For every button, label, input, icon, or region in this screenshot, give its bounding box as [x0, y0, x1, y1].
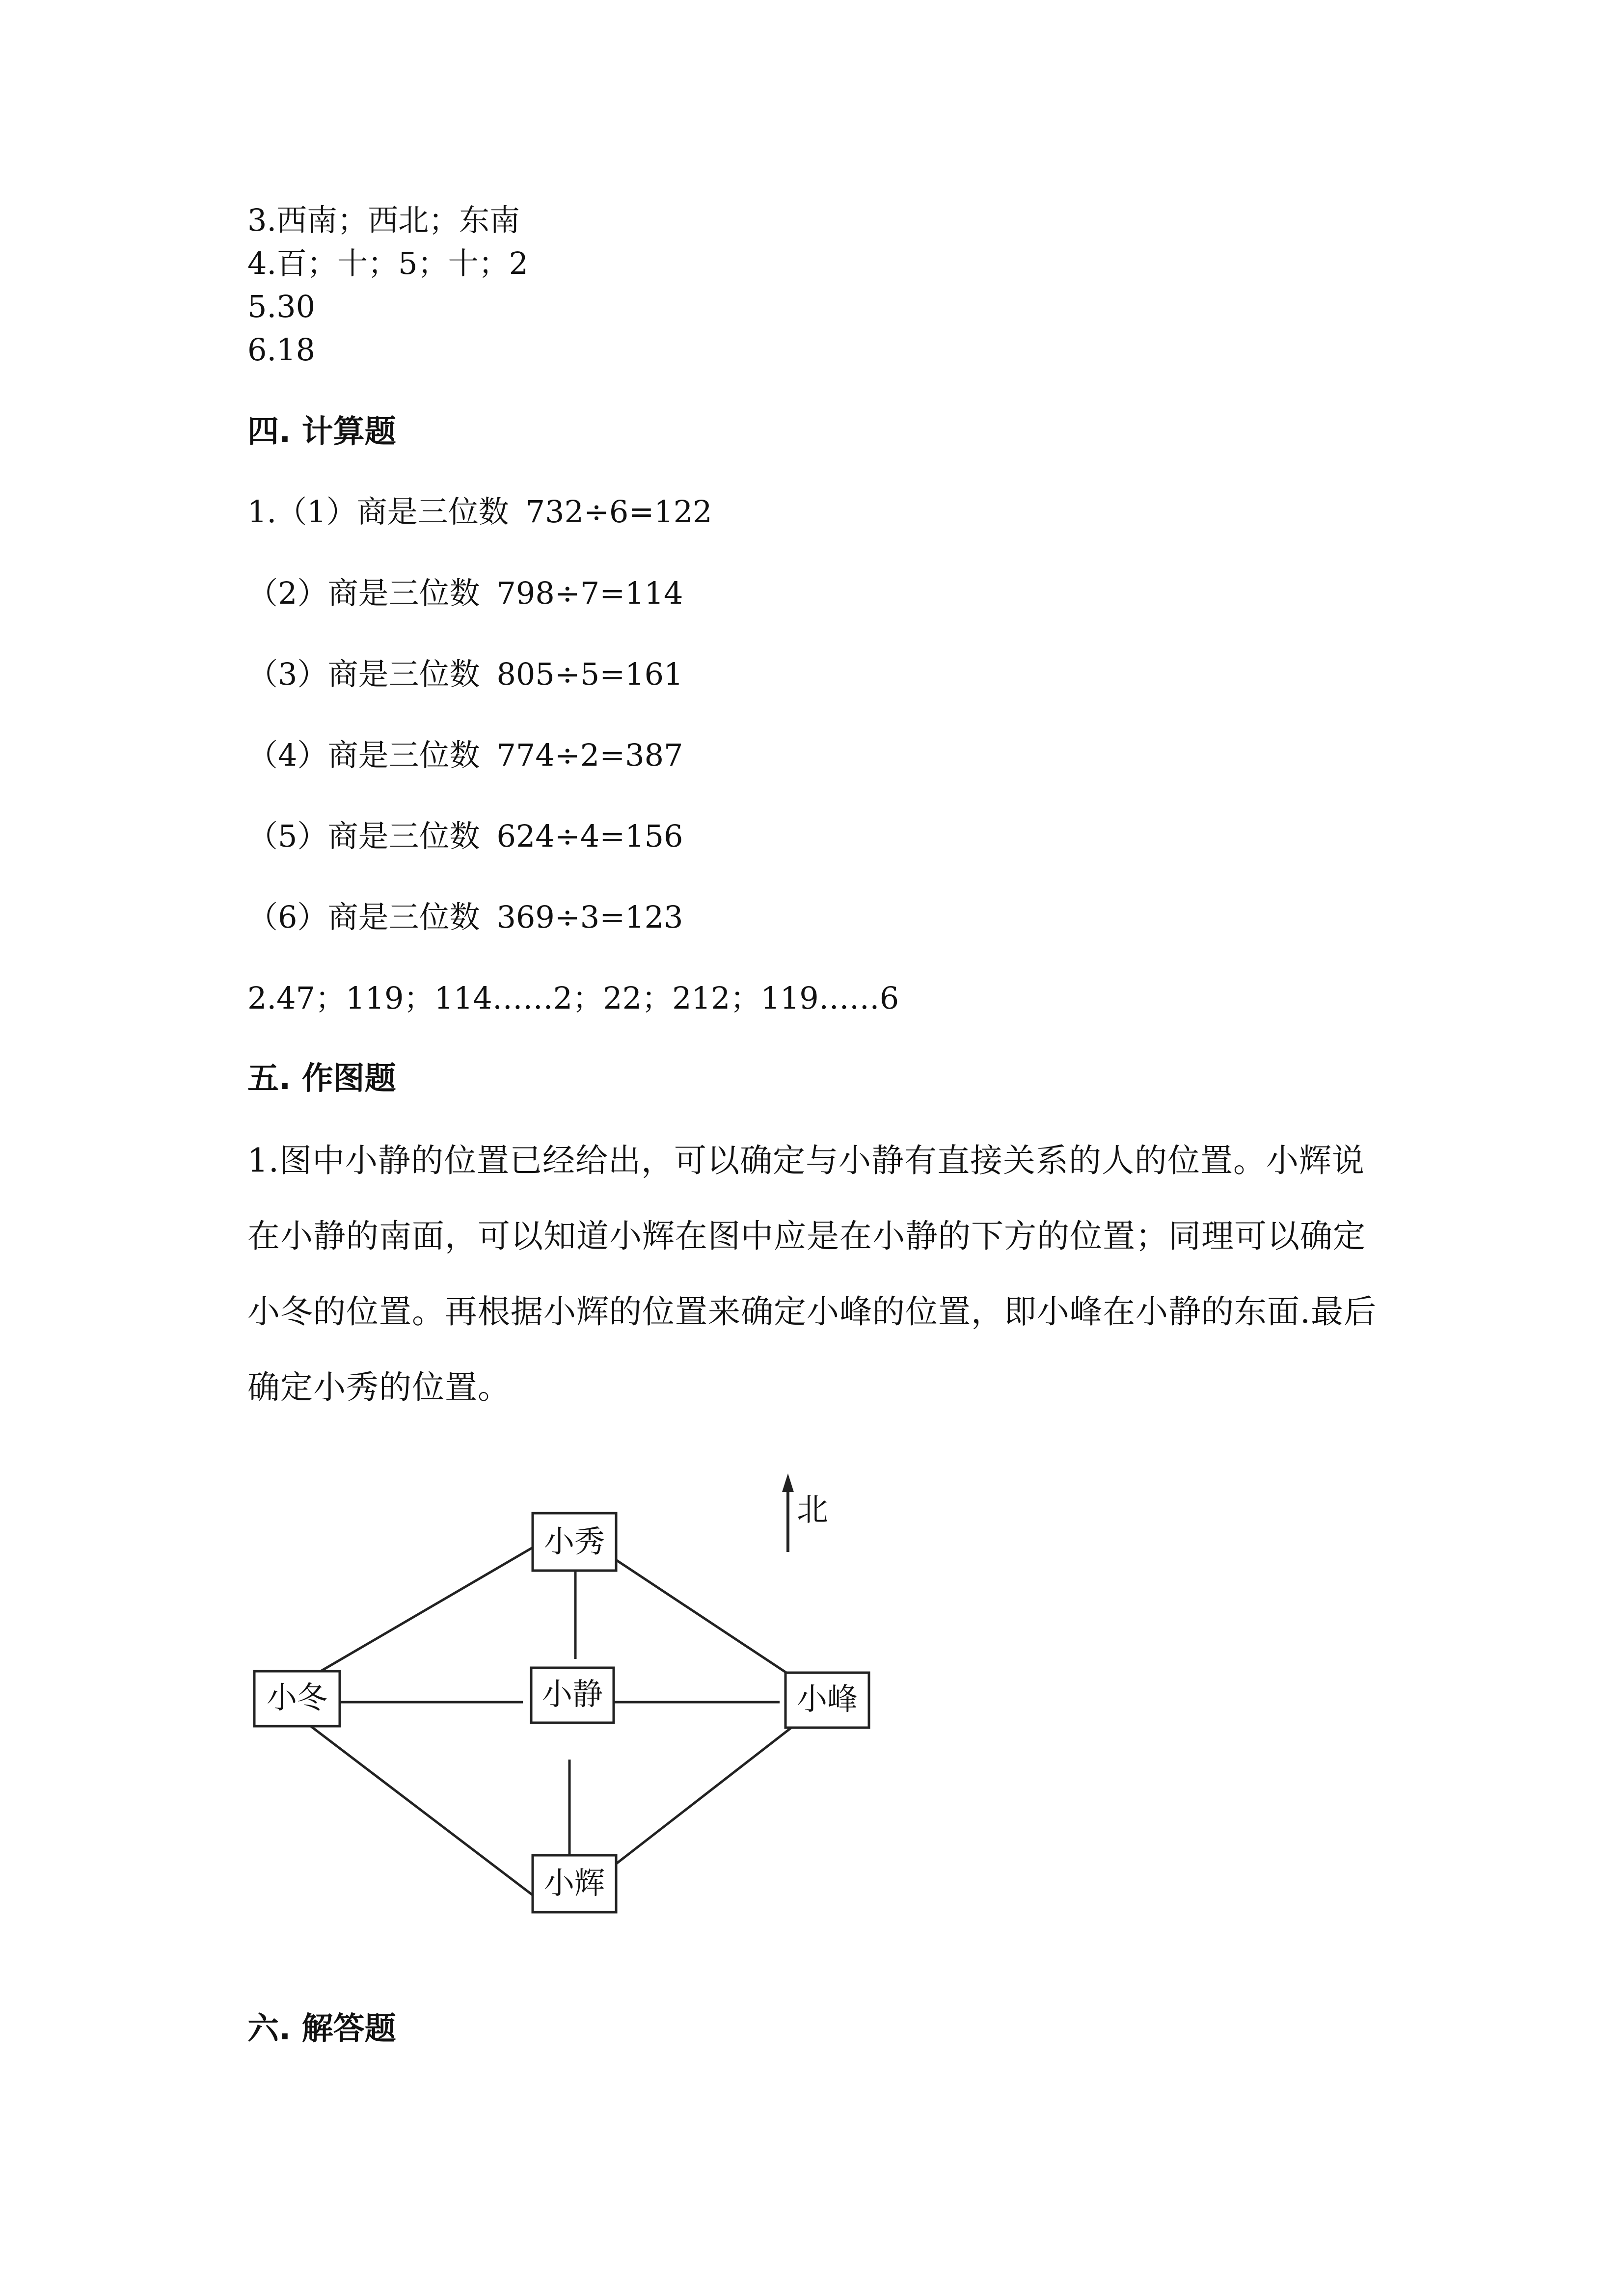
node-center-label: 小静: [541, 1676, 603, 1712]
north-label: 北: [797, 1492, 828, 1528]
calc-item-6: [247, 899, 683, 935]
node-bottom: [533, 1855, 616, 1912]
calc-item-expression: 805÷5=161: [496, 656, 683, 692]
calc-item-label: （3）商是三位数: [247, 656, 480, 692]
calc-item-expression: 732÷6=122: [525, 494, 712, 530]
calc-question-number: 1.: [247, 494, 277, 530]
node-top: [533, 1513, 616, 1571]
calc-item-expression: 798÷7=114: [496, 575, 683, 611]
calc-item-1: [247, 494, 712, 530]
node-top-label: 小秀: [543, 1523, 605, 1559]
calc-item-expression: 369÷3=123: [496, 899, 683, 935]
calc-item-label: （1）商是三位数: [276, 494, 509, 530]
answer-6: 6.18: [247, 332, 316, 368]
calc-question-2: 2.47；119；114……2；22；212；119……6: [247, 980, 899, 1016]
node-left-label: 小冬: [266, 1680, 328, 1715]
explanation-line-4: 确定小秀的位置。: [247, 1368, 511, 1406]
node-right: [785, 1673, 869, 1728]
section-heading-drawing: 五. 作图题: [247, 1061, 396, 1097]
calc-item-label: （5）商是三位数: [247, 818, 480, 854]
node-center: [531, 1668, 614, 1723]
node-right-label: 小峰: [796, 1681, 858, 1717]
north-arrow-icon: [782, 1473, 794, 1552]
node-bottom-label: 小辉: [543, 1865, 605, 1901]
section-heading-calculation: 四. 计算题: [247, 414, 396, 450]
node-left: [254, 1671, 340, 1726]
section-heading-answers: 六. 解答题: [247, 2011, 396, 2047]
calc-item-3: [247, 656, 683, 692]
calc-item-4: [247, 737, 683, 773]
explanation-line-3: 小冬的位置。再根据小辉的位置来确定小峰的位置，即小峰在小静的东面.最后: [247, 1293, 1377, 1331]
calc-item-label: （6）商是三位数: [247, 899, 480, 935]
calc-item-expression: 774÷2=387: [496, 737, 683, 773]
edge-left-top: [289, 1548, 533, 1690]
calc-item-label: （4）商是三位数: [247, 737, 480, 773]
explanation-line-2: 在小静的南面，可以知道小辉在图中应是在小静的下方的位置；同理可以确定: [247, 1217, 1366, 1255]
answer-5: 5.30: [247, 289, 316, 324]
explanation-line-1: 1.图中小静的位置已经给出，可以确定与小静有直接关系的人的位置。小辉说: [247, 1142, 1365, 1179]
calc-item-2: [247, 575, 683, 611]
calc-item-expression: 624÷4=156: [496, 818, 683, 854]
answer-3: 3.西南；西北；东南: [247, 202, 520, 238]
edge-left-bottom: [295, 1714, 535, 1897]
calc-item-5: [247, 818, 683, 854]
position-diagram: [245, 1463, 884, 1934]
calc-item-label: （2）商是三位数: [247, 575, 480, 611]
answer-4: 4.百；十；5；十；2: [247, 245, 529, 281]
